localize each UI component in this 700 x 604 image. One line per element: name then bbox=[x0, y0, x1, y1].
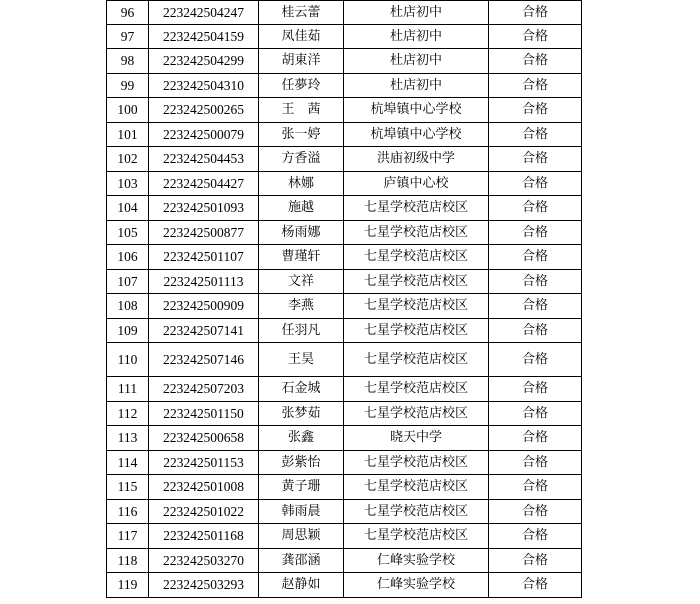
school-name: 杜店初中 bbox=[344, 1, 489, 25]
school-name: 七星学校范店校区 bbox=[344, 221, 489, 245]
result-status: 合格 bbox=[489, 377, 582, 402]
table-row bbox=[107, 221, 582, 245]
row-number: 101 bbox=[107, 123, 149, 147]
result-status: 合格 bbox=[489, 172, 582, 196]
school-name: 七星学校范店校区 bbox=[344, 475, 489, 500]
result-status: 合格 bbox=[489, 451, 582, 475]
candidate-id: 223242507203 bbox=[149, 377, 259, 402]
school-name: 七星学校范店校区 bbox=[344, 377, 489, 402]
result-status: 合格 bbox=[489, 549, 582, 573]
candidate-id: 223242501022 bbox=[149, 500, 259, 524]
row-number: 103 bbox=[107, 172, 149, 196]
candidate-id: 223242501153 bbox=[149, 451, 259, 475]
candidate-name: 任羽凡 bbox=[259, 319, 344, 343]
candidate-id: 223242500658 bbox=[149, 426, 259, 451]
candidate-name: 黄子珊 bbox=[259, 475, 344, 500]
row-number: 109 bbox=[107, 319, 149, 343]
candidate-name: 周思颖 bbox=[259, 524, 344, 549]
row-number: 110 bbox=[107, 343, 149, 377]
candidate-id: 223242503270 bbox=[149, 549, 259, 573]
row-number: 106 bbox=[107, 245, 149, 270]
result-status: 合格 bbox=[489, 319, 582, 343]
results-table bbox=[106, 0, 582, 598]
school-name: 杜店初中 bbox=[344, 49, 489, 74]
result-status: 合格 bbox=[489, 221, 582, 245]
row-number: 102 bbox=[107, 147, 149, 172]
school-name: 七星学校范店校区 bbox=[344, 319, 489, 343]
result-status: 合格 bbox=[489, 1, 582, 25]
school-name: 七星学校范店校区 bbox=[344, 245, 489, 270]
candidate-id: 223242500079 bbox=[149, 123, 259, 147]
candidate-id: 223242507141 bbox=[149, 319, 259, 343]
school-name: 七星学校范店校区 bbox=[344, 270, 489, 294]
row-number: 108 bbox=[107, 294, 149, 319]
school-name: 仁峰实验学校 bbox=[344, 549, 489, 573]
table-row bbox=[107, 426, 582, 451]
table-row bbox=[107, 343, 582, 377]
table-row bbox=[107, 524, 582, 549]
result-status: 合格 bbox=[489, 49, 582, 74]
school-name: 七星学校范店校区 bbox=[344, 451, 489, 475]
school-name: 七星学校范店校区 bbox=[344, 500, 489, 524]
table-row bbox=[107, 98, 582, 123]
row-number: 119 bbox=[107, 573, 149, 598]
row-number: 107 bbox=[107, 270, 149, 294]
row-number: 117 bbox=[107, 524, 149, 549]
candidate-id: 223242501107 bbox=[149, 245, 259, 270]
table-row bbox=[107, 123, 582, 147]
table-row bbox=[107, 451, 582, 475]
row-number: 98 bbox=[107, 49, 149, 74]
school-name: 七星学校范店校区 bbox=[344, 343, 489, 377]
result-status: 合格 bbox=[489, 123, 582, 147]
result-status: 合格 bbox=[489, 196, 582, 221]
table-row bbox=[107, 245, 582, 270]
candidate-id: 223242500265 bbox=[149, 98, 259, 123]
candidate-name: 龚邵涵 bbox=[259, 549, 344, 573]
candidate-name: 李燕 bbox=[259, 294, 344, 319]
row-number: 97 bbox=[107, 25, 149, 49]
result-status: 合格 bbox=[489, 402, 582, 426]
school-name: 晓天中学 bbox=[344, 426, 489, 451]
candidate-name: 张一婷 bbox=[259, 123, 344, 147]
row-number: 100 bbox=[107, 98, 149, 123]
candidate-name: 林娜 bbox=[259, 172, 344, 196]
table-row bbox=[107, 319, 582, 343]
result-status: 合格 bbox=[489, 294, 582, 319]
candidate-id: 223242504310 bbox=[149, 74, 259, 98]
candidate-id: 223242501093 bbox=[149, 196, 259, 221]
row-number: 105 bbox=[107, 221, 149, 245]
table-row bbox=[107, 475, 582, 500]
table-row bbox=[107, 196, 582, 221]
row-number: 99 bbox=[107, 74, 149, 98]
candidate-name: 赵静如 bbox=[259, 573, 344, 598]
results-table-body bbox=[107, 1, 582, 598]
table-row bbox=[107, 49, 582, 74]
table-row bbox=[107, 147, 582, 172]
candidate-name: 王 茜 bbox=[259, 98, 344, 123]
table-row bbox=[107, 549, 582, 573]
result-status: 合格 bbox=[489, 573, 582, 598]
result-status: 合格 bbox=[489, 74, 582, 98]
result-status: 合格 bbox=[489, 245, 582, 270]
table-row bbox=[107, 294, 582, 319]
candidate-id: 223242501113 bbox=[149, 270, 259, 294]
candidate-id: 223242500877 bbox=[149, 221, 259, 245]
candidate-name: 凤佳茹 bbox=[259, 25, 344, 49]
row-number: 114 bbox=[107, 451, 149, 475]
result-status: 合格 bbox=[489, 147, 582, 172]
candidate-name: 韩雨晨 bbox=[259, 500, 344, 524]
candidate-id: 223242504299 bbox=[149, 49, 259, 74]
school-name: 杭埠镇中心学校 bbox=[344, 98, 489, 123]
school-name: 杭埠镇中心学校 bbox=[344, 123, 489, 147]
candidate-id: 223242501150 bbox=[149, 402, 259, 426]
row-number: 104 bbox=[107, 196, 149, 221]
table-row bbox=[107, 270, 582, 294]
school-name: 仁峰实验学校 bbox=[344, 573, 489, 598]
candidate-id: 223242504247 bbox=[149, 1, 259, 25]
candidate-name: 胡東洋 bbox=[259, 49, 344, 74]
result-status: 合格 bbox=[489, 98, 582, 123]
candidate-name: 彭紫怡 bbox=[259, 451, 344, 475]
result-status: 合格 bbox=[489, 426, 582, 451]
candidate-name: 文祥 bbox=[259, 270, 344, 294]
table-row bbox=[107, 172, 582, 196]
candidate-id: 223242500909 bbox=[149, 294, 259, 319]
candidate-id: 223242504159 bbox=[149, 25, 259, 49]
row-number: 118 bbox=[107, 549, 149, 573]
row-number: 115 bbox=[107, 475, 149, 500]
school-name: 七星学校范店校区 bbox=[344, 402, 489, 426]
candidate-name: 杨雨娜 bbox=[259, 221, 344, 245]
school-name: 七星学校范店校区 bbox=[344, 294, 489, 319]
school-name: 庐镇中心校 bbox=[344, 172, 489, 196]
table-row bbox=[107, 1, 582, 25]
school-name: 杜店初中 bbox=[344, 25, 489, 49]
candidate-id: 223242507146 bbox=[149, 343, 259, 377]
candidate-name: 桂云蕾 bbox=[259, 1, 344, 25]
candidate-name: 方香溢 bbox=[259, 147, 344, 172]
row-number: 113 bbox=[107, 426, 149, 451]
row-number: 112 bbox=[107, 402, 149, 426]
candidate-id: 223242503293 bbox=[149, 573, 259, 598]
row-number: 96 bbox=[107, 1, 149, 25]
school-name: 七星学校范店校区 bbox=[344, 524, 489, 549]
result-status: 合格 bbox=[489, 475, 582, 500]
school-name: 七星学校范店校区 bbox=[344, 196, 489, 221]
row-number: 111 bbox=[107, 377, 149, 402]
result-status: 合格 bbox=[489, 500, 582, 524]
candidate-name: 施越 bbox=[259, 196, 344, 221]
table-row bbox=[107, 573, 582, 598]
candidate-name: 石金城 bbox=[259, 377, 344, 402]
candidate-id: 223242501168 bbox=[149, 524, 259, 549]
result-status: 合格 bbox=[489, 524, 582, 549]
candidate-name: 曹瑾轩 bbox=[259, 245, 344, 270]
candidate-id: 223242504427 bbox=[149, 172, 259, 196]
candidate-id: 223242501008 bbox=[149, 475, 259, 500]
candidate-id: 223242504453 bbox=[149, 147, 259, 172]
table-row bbox=[107, 74, 582, 98]
candidate-name: 张梦茹 bbox=[259, 402, 344, 426]
candidate-name: 王昊 bbox=[259, 343, 344, 377]
candidate-name: 任夢玲 bbox=[259, 74, 344, 98]
row-number: 116 bbox=[107, 500, 149, 524]
table-row bbox=[107, 377, 582, 402]
table-row bbox=[107, 25, 582, 49]
school-name: 洪庙初级中学 bbox=[344, 147, 489, 172]
candidate-name: 张鑫 bbox=[259, 426, 344, 451]
result-status: 合格 bbox=[489, 343, 582, 377]
result-status: 合格 bbox=[489, 25, 582, 49]
table-row bbox=[107, 500, 582, 524]
result-status: 合格 bbox=[489, 270, 582, 294]
school-name: 杜店初中 bbox=[344, 74, 489, 98]
table-row bbox=[107, 402, 582, 426]
